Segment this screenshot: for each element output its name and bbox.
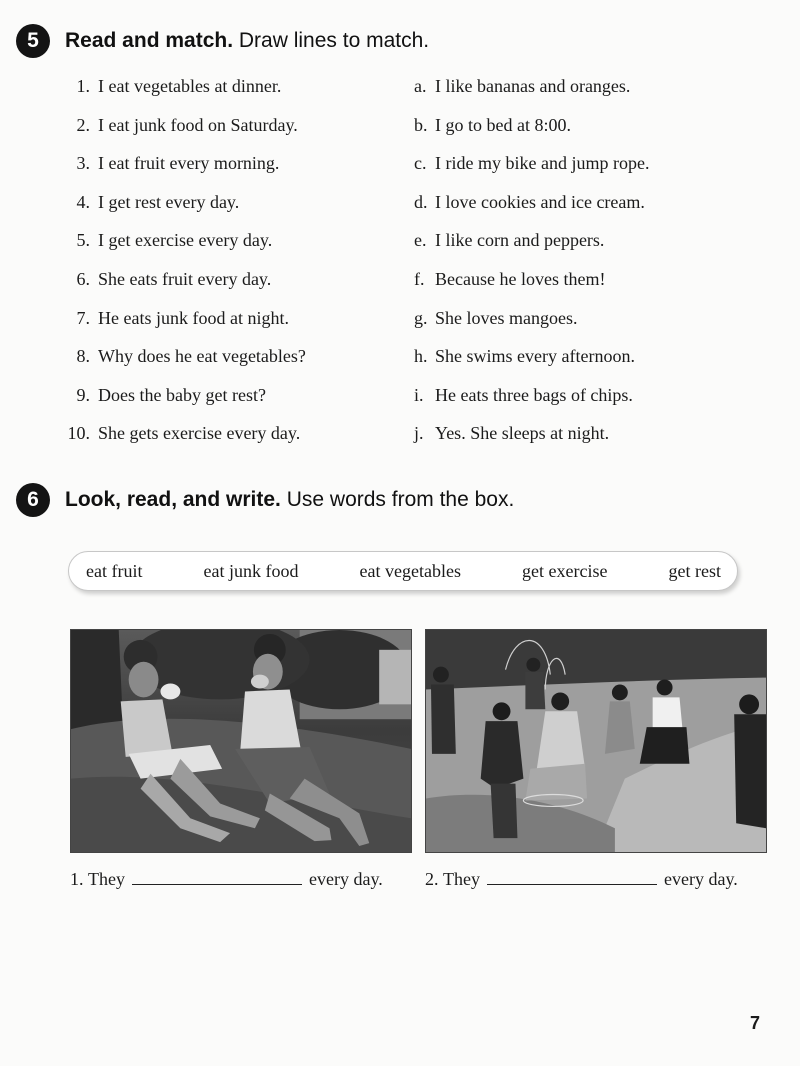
match-right-item[interactable] [414,266,649,305]
match-left-item[interactable] [66,150,306,189]
word-box-item: get rest [668,560,721,581]
exercise-6-title-bold: Look, read, and write. [65,488,281,511]
sentence-number: 1. [70,869,84,889]
sentence-text-after: every day. [663,869,738,889]
exercise-6-header [16,483,514,517]
item-text: I like bananas and oranges. [435,76,631,96]
item-letter: f. [414,268,425,289]
answer-blank-1[interactable] [132,870,302,885]
item-number: 5. [76,230,90,251]
match-left-item[interactable] [66,305,306,344]
match-right-item[interactable] [414,112,649,151]
match-right-item[interactable] [414,73,649,112]
match-left-item[interactable] [66,189,306,228]
item-text: I like corn and peppers. [435,230,605,251]
match-right-item[interactable] [414,343,649,382]
item-letter: c. [414,153,427,174]
match-left-item[interactable] [66,343,306,382]
item-text: She gets exercise every day. [98,423,301,444]
item-letter: h. [414,346,428,367]
item-text: I ride my bike and jump rope. [435,153,650,174]
exercise-6-number-badge: 6 [16,483,50,517]
photo-boys-eating-fruit [70,629,412,853]
match-left-item[interactable] [66,382,306,421]
item-text: I get exercise every day. [98,230,273,251]
item-text: Does the baby get rest? [98,384,266,405]
sentence-text-before: They [88,869,125,889]
exercise-5-header [16,24,429,58]
sentence-number: 2. [425,869,439,889]
item-number: 9. [76,384,90,405]
item-letter: g. [414,307,428,328]
sentence-2 [425,869,738,890]
match-right-item[interactable] [414,420,649,459]
item-text: Why does he eat vegetables? [98,346,306,367]
item-number: 8. [76,346,90,367]
word-box-item: eat vegetables [359,560,461,581]
word-box-item: get exercise [522,560,608,581]
exercise-6-instruction: Use words from the box. [280,488,515,511]
item-number: 6. [76,268,90,289]
item-number: 7. [76,307,90,328]
exercise-5-number-badge: 5 [16,24,50,58]
match-left-item[interactable] [66,266,306,305]
sentence-text-before: They [443,869,480,889]
word-box-item: eat fruit [86,560,143,581]
match-right-item[interactable] [414,382,649,421]
item-text: She eats fruit every day. [98,268,272,289]
photo-children-jumping-rope [425,629,767,853]
item-text: I get rest every day. [98,191,240,212]
item-letter: j. [414,423,424,444]
item-letter: a. [414,76,427,96]
word-box [68,551,738,591]
item-text: I love cookies and ice cream. [435,191,645,212]
match-left-list [66,73,306,459]
item-number: 4. [76,191,90,212]
item-text: I eat junk food on Saturday. [98,114,298,135]
exercise-5-title-bold: Read and match. [65,29,234,52]
match-left-item[interactable] [66,112,306,151]
exercise-5-title [65,29,429,53]
match-right-item[interactable] [414,227,649,266]
exercise-5-instruction: Draw lines to match. [233,29,430,52]
match-right-item[interactable] [414,150,649,189]
exercise-6-title [65,488,514,512]
match-left-item[interactable] [66,227,306,266]
item-number: 1. [76,76,90,96]
item-letter: e. [414,230,427,251]
item-number: 3. [76,153,90,174]
item-letter: d. [414,191,428,212]
item-text: Because he loves them! [435,268,606,289]
item-text: He eats three bags of chips. [435,384,633,405]
match-right-item[interactable] [414,189,649,228]
item-text: He eats junk food at night. [98,307,289,328]
item-text: She swims every afternoon. [435,346,635,367]
item-letter: b. [414,114,428,135]
item-number: 10. [67,423,90,444]
sentence-1 [70,869,383,890]
match-right-item[interactable] [414,305,649,344]
item-number: 2. [76,114,90,135]
item-text: Yes. She sleeps at night. [435,423,610,444]
item-text: She loves mangoes. [435,307,578,328]
item-text: I eat fruit every morning. [98,153,280,174]
answer-blank-2[interactable] [487,870,657,885]
match-right-list [414,73,649,459]
match-left-item[interactable] [66,73,306,112]
item-letter: i. [414,384,424,405]
item-text: I go to bed at 8:00. [435,114,571,135]
match-left-item[interactable] [66,420,306,459]
sentence-text-after: every day. [308,869,383,889]
word-box-item: eat junk food [203,560,299,581]
item-text: I eat vegetables at dinner. [98,76,282,96]
page-number: 7 [750,1013,761,1033]
